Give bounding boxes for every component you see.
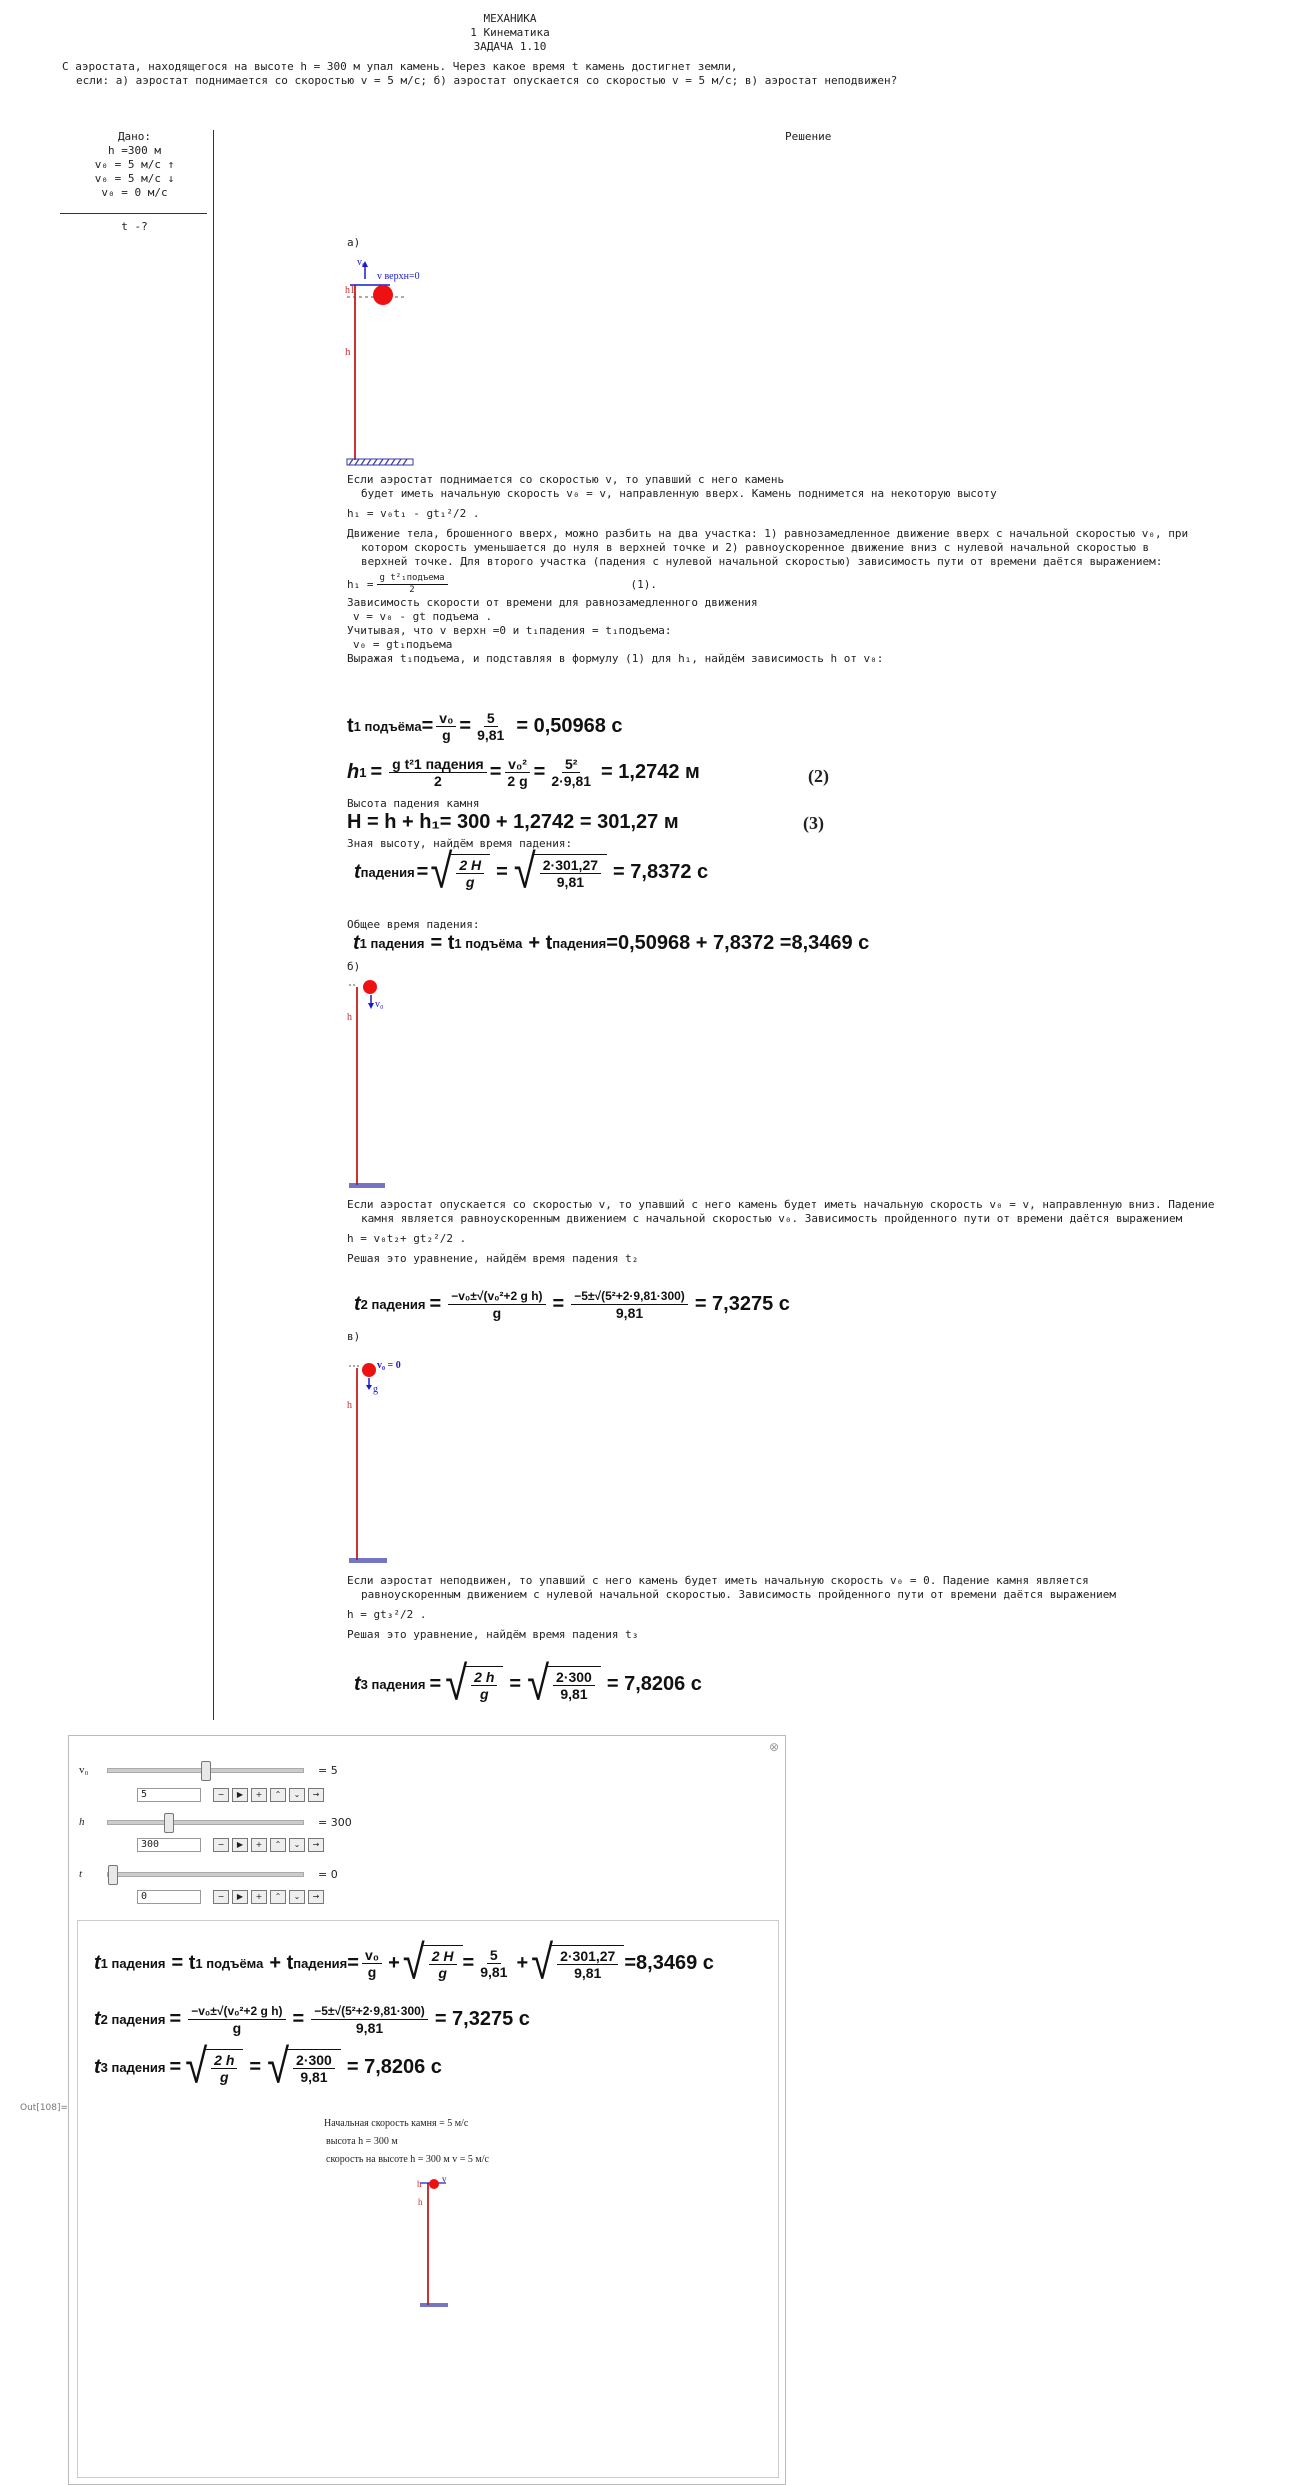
- part-a-label: а): [347, 236, 361, 249]
- output-formula-2: t 2 падения = $\frac{\text{−v₀±√(v₀²+2 g h)}}{g}$ = $\frac{\text{−5±√(5²+2·9,81·300)}}{9,81}$ = 7,3275 с: [94, 2004, 530, 2036]
- f-term: = t: [430, 932, 455, 954]
- info-line: скорость на высоте h = 300 м v = 5 м/с: [326, 2154, 489, 2165]
- slider-thumb[interactable]: [201, 1761, 211, 1781]
- f-sub: 3 падения: [360, 1676, 426, 1692]
- formula-t2: t 2 падения = $\frac{\text{−v₀±√(v₀²+2 g h)}}{g}$ = $\frac{\text{−5±√(5²+2·9,81·300)}}{9,81}$ = 7,3275 с: [354, 1289, 790, 1321]
- find-text: t -?: [121, 220, 148, 233]
- slider-label: h: [79, 1816, 85, 1828]
- numerator: 2 H: [456, 857, 484, 874]
- f-sub: падения: [552, 936, 607, 951]
- f-term: + t: [269, 1951, 294, 1974]
- text-line: Зависимость скорости от времени для равнозамедленного движения: [347, 596, 758, 609]
- output-info: [324, 2115, 489, 2169]
- solution-title: Решение: [785, 130, 832, 143]
- slider-value: = 5: [318, 1763, 338, 1777]
- given-line: v₀ = 5 м/с ↓: [94, 172, 175, 185]
- numerator: 5: [484, 710, 498, 727]
- f-sub: 1 подъёма: [195, 1955, 264, 1971]
- numerator: v₀²: [505, 756, 530, 773]
- info-line: Начальная скорость камня = 5 м/с: [324, 2118, 469, 2129]
- output-formula-3: t 3 падения = √ $\frac{2 h}{g}$ = √ $\frac{2\cdot 300}{9,81}$ = 7,8206 с: [94, 2040, 442, 2094]
- text-line: верхней точке. Для второго участка (падения с нулевой начальной скоростью) зависимость пути от времени даётся выражением:: [361, 555, 1163, 568]
- stone-icon: [363, 980, 377, 994]
- part-c-label: в): [347, 1330, 361, 1343]
- slider-label: t: [79, 1868, 83, 1880]
- formula-t-fall: t падения = √ $\frac{2 H}{g}$ = √ $\frac{2\cdot 301,27}{9,81}$ = 7,8372 с: [354, 845, 709, 899]
- equation-h1: h₁ = v₀t₁ - gt₁²/2 .: [347, 507, 480, 520]
- direction-button[interactable]: →: [308, 1838, 324, 1852]
- eq-lhs: h₁ =: [347, 577, 374, 591]
- numerator: v₀: [362, 1947, 382, 1964]
- f-result: = 7,3275 с: [434, 2008, 530, 2030]
- slider-thumb[interactable]: [108, 1865, 118, 1885]
- f-term: t: [94, 1951, 101, 1974]
- denominator: 9,81: [556, 874, 585, 890]
- eq-tag-3: (3): [803, 813, 824, 833]
- given-title: Дано:: [117, 130, 152, 143]
- g-label: g: [373, 1384, 378, 1395]
- v0-label: v₀: [375, 999, 384, 1010]
- numerator: g t²1 падения: [389, 756, 487, 773]
- diagram-part-a: [345, 255, 455, 470]
- f-result: = 7,8372 с: [613, 860, 709, 883]
- diagram-part-c: [345, 1348, 425, 1568]
- text-line: Если аэростат опускается со скоростью v, то упавший с него камень будет иметь начальную скорость v₀ = v, направленную вниз. Падение: [347, 1198, 1215, 1211]
- stone-icon: [362, 1363, 376, 1377]
- doc-title: МЕХАНИКА: [483, 12, 537, 25]
- text-line: камня является равноускоренным движением с начальной скоростью v₀. Зависимость пройденного пути от времени даётся выражением: [361, 1212, 1183, 1225]
- denominator: 9,81: [480, 1963, 508, 1980]
- f-term: t: [353, 932, 360, 954]
- text-line: Выражая t₁подъема, и подставляя в формулу (1) для h₁, найдём зависимость h от v₀:: [347, 652, 884, 665]
- f-result: = 7,3275 с: [694, 1293, 790, 1315]
- denominator: 9,81: [355, 2020, 384, 2036]
- denominator: g: [479, 1686, 489, 1702]
- doc-section: 1 Кинематика: [470, 26, 550, 39]
- stone-icon: [429, 2179, 439, 2189]
- f-term: t: [94, 2008, 101, 2030]
- output-formula-1: t 1 падения = t 1 подъёма + t падения = $\frac{\text{v₀}}{g}$ + √ $\frac{2 H}{g}$ = $\frac{5}{9,81}$ + √ $\frac{2\cdot 301,27}{9,81}$ =8,3469 с: [94, 1936, 714, 1990]
- text-line: Высота падения камня: [347, 797, 480, 810]
- f-lhs: t: [354, 860, 361, 883]
- text-line: Учитывая, что v верхн =0 и t₁падения = t₁подъема:: [347, 624, 672, 637]
- slider-value: = 0: [318, 1867, 338, 1881]
- h1-label: h: [417, 2179, 422, 2189]
- f-lhs: t: [354, 1672, 361, 1695]
- control-bar-t: [137, 1890, 324, 1904]
- numerator: 2 h: [471, 1669, 497, 1686]
- f-sub: 1 подъёма: [353, 719, 422, 734]
- slower-button[interactable]: ⌄: [289, 1838, 305, 1852]
- problem-line-2: если: а) аэростат поднимается со скоростью v = 5 м/с; б) аэростат опускается со скоростью v = 5 м/с; в) аэростат неподвижен?: [76, 74, 898, 87]
- slider-row-t: [79, 1864, 338, 1884]
- ground-icon: [420, 2303, 448, 2307]
- text-line: Общее время падения:: [347, 918, 480, 931]
- f-sub: падения: [360, 864, 415, 880]
- faster-button[interactable]: ⌃: [270, 1890, 286, 1904]
- denominator: g: [442, 727, 451, 743]
- value-input[interactable]: 300: [137, 1838, 201, 1852]
- part-b-text: [347, 1198, 1287, 1266]
- part-b-label: б): [347, 960, 361, 973]
- equation-v: v = v₀ - gt подъема .: [353, 610, 493, 623]
- f-term: = t: [171, 1951, 196, 1974]
- text-line: Решая это уравнение, найдём время падения t₂: [347, 1252, 639, 1265]
- step-forward-button[interactable]: +: [251, 1838, 267, 1852]
- f-lhs: t: [347, 715, 354, 737]
- part-a-text: [347, 473, 1277, 666]
- ground-icon: [349, 1183, 385, 1188]
- step-forward-button[interactable]: +: [251, 1890, 267, 1904]
- text-line: Зная высоту, найдём время падения:: [347, 837, 573, 850]
- h-label: h: [418, 2197, 423, 2207]
- f-sub: 1 подъёма: [454, 936, 523, 951]
- denominator: g: [438, 1965, 447, 1981]
- v0-label: v₀ = 0: [377, 1360, 401, 1371]
- text-line: котором скорость уменьшается до нуля в верхней точке и 2) равноускоренное движение вниз с нулевой начальной скоростью в: [361, 541, 1150, 554]
- equation: h = gt₃²/2 .: [347, 1608, 427, 1621]
- slider-value: = 300: [318, 1815, 352, 1829]
- step-back-button[interactable]: −: [213, 1890, 229, 1904]
- numerator: 2·300: [293, 2052, 335, 2069]
- f-result: = 7,8206 с: [346, 2055, 442, 2078]
- f-result: = 0,50968 с: [516, 715, 623, 737]
- equation-v0: v₀ = gt₁подъема: [353, 638, 453, 651]
- play-button[interactable]: ▶: [232, 1838, 248, 1852]
- given-divider: [60, 213, 207, 214]
- denominator: 9,81: [615, 1305, 644, 1321]
- direction-button[interactable]: →: [308, 1788, 324, 1802]
- h-label: h: [345, 346, 351, 358]
- denominator: 9,81: [477, 727, 505, 743]
- f-result: = 1,2742 м: [601, 761, 700, 783]
- given-line: h =300 м: [108, 144, 161, 157]
- eq-tag-2: (2): [808, 766, 829, 786]
- numerator: −v₀±√(v₀²+2 g h): [448, 1288, 545, 1305]
- formula-t3: t 3 падения = √ $\frac{2 h}{g}$ = √ $\frac{2\cdot 300}{9,81}$ = 7,8206 с: [354, 1657, 702, 1711]
- slider-row-v0: [79, 1760, 338, 1780]
- stone-icon: [373, 285, 393, 305]
- denominator: g: [219, 2069, 229, 2085]
- out-cell-label: Out[108]=: [20, 2103, 69, 2113]
- text-line: Если аэростат неподвижен, то упавший с него камень будет иметь начальную скорость v₀ = 0. Падение камня является: [347, 1574, 1089, 1587]
- slider-label: v₀: [79, 1764, 89, 1776]
- vtop-label: v верхн=0: [377, 271, 420, 282]
- text-line: Движение тела, брошенного вверх, можно разбить на два участка: 1) равнозамедленное движение вверх с начальной скоростью v₀, при: [347, 527, 1189, 540]
- f-result: = 7,8206 с: [606, 1672, 702, 1695]
- formula-total: [353, 932, 869, 955]
- value-input[interactable]: 0: [137, 1890, 201, 1904]
- step-forward-button[interactable]: +: [251, 1788, 267, 1802]
- f-term: t: [94, 2055, 101, 2078]
- f-sub: 2 падения: [100, 2012, 166, 2027]
- denominator: 2: [434, 773, 442, 789]
- eq-tag: (1).: [630, 577, 658, 591]
- numerator: 5: [487, 1947, 501, 1964]
- denominator: 2·9,81: [551, 773, 592, 789]
- f-sub: 1: [359, 765, 367, 780]
- control-bar-v0: [137, 1788, 324, 1802]
- slider-row-h: [79, 1812, 352, 1832]
- given-block: [62, 130, 207, 200]
- numerator: 2 h: [211, 2052, 237, 2069]
- v-label: v: [442, 2175, 447, 2184]
- numerator: −5±√(5²+2·9,81·300): [571, 1288, 688, 1305]
- problem-line-1: С аэростата, находящегося на высоте h = 300 м упал камень. Через какое время t камень достигнет земли,: [62, 60, 738, 73]
- f-term: + t: [528, 932, 553, 954]
- equation-1: [347, 573, 1277, 596]
- denominator: 2: [409, 585, 415, 595]
- numerator: 2·300: [553, 1669, 595, 1686]
- column-divider: [213, 130, 214, 1720]
- denominator: g: [232, 2020, 242, 2036]
- slower-button[interactable]: ⌄: [289, 1890, 305, 1904]
- slider-t[interactable]: [107, 1872, 304, 1877]
- numerator: 2·301,27: [557, 1948, 618, 1965]
- part-c-text: [347, 1574, 1287, 1642]
- f-result: =0,50968 + 7,8372 =8,3469 с: [606, 932, 870, 954]
- denominator: 9,81: [300, 2069, 328, 2085]
- numerator: g t²₁подъема: [377, 573, 448, 585]
- denominator: 2 g: [507, 773, 528, 789]
- direction-button[interactable]: →: [308, 1890, 324, 1904]
- formula-H: H = h + h₁= 300 + 1,2742 = 301,27 м: [347, 811, 679, 833]
- f-sub: 2 падения: [360, 1297, 426, 1312]
- denominator: g: [492, 1305, 502, 1321]
- faster-button[interactable]: ⌃: [270, 1838, 286, 1852]
- faster-button[interactable]: ⌃: [270, 1788, 286, 1802]
- slider-h[interactable]: [107, 1820, 304, 1825]
- text-line: Если аэростат поднимается со скоростью v, то упавший с него камень: [347, 473, 785, 486]
- h1-label: h1: [345, 285, 355, 296]
- given-line: v₀ = 0 м/с: [101, 186, 168, 199]
- numerator: −5±√(5²+2·9,81·300): [311, 2003, 428, 2020]
- denominator: g: [465, 874, 475, 890]
- step-back-button[interactable]: −: [213, 1838, 229, 1852]
- h-label: h: [347, 1400, 352, 1411]
- play-button[interactable]: ▶: [232, 1788, 248, 1802]
- f-result: =8,3469 с: [624, 1951, 714, 1974]
- denominator: 9,81: [560, 1686, 588, 1702]
- slider-thumb[interactable]: [164, 1813, 174, 1833]
- play-button[interactable]: ▶: [232, 1890, 248, 1904]
- denominator: 9,81: [574, 1965, 602, 1981]
- f-lhs: t: [354, 1293, 361, 1315]
- numerator: v₀: [436, 710, 456, 727]
- text-line: будет иметь начальную скорость v₀ = v, направленную вверх. Камень поднимется на некоторую высоту: [361, 487, 997, 500]
- eq-frac: [377, 573, 448, 596]
- equation: h = v₀t₂+ gt₂²/2 .: [347, 1232, 467, 1245]
- info-line: высота h = 300 м: [326, 2136, 398, 2147]
- f-sub: падения: [293, 1955, 348, 1971]
- numerator: 2 H: [429, 1948, 457, 1965]
- doc-task: ЗАДАЧА 1.10: [473, 40, 547, 53]
- v0-label: v₀: [357, 257, 366, 268]
- denominator: g: [367, 1963, 377, 1980]
- control-bar-h: [137, 1838, 324, 1852]
- f-sub: 1 падения: [100, 1955, 166, 1971]
- manipulate-output: [77, 1920, 779, 2478]
- step-back-button[interactable]: −: [213, 1788, 229, 1802]
- diagram-part-b: [345, 975, 415, 1195]
- slower-button[interactable]: ⌄: [289, 1788, 305, 1802]
- numerator: 5²: [562, 756, 580, 773]
- h-label: h: [347, 1012, 352, 1023]
- formula-t1-rise: t 1 подъёма = $\frac{\text{v₀}}{g}$ = $\frac{5}{9,81}$ = 0,50968 с: [347, 710, 623, 743]
- numerator: −v₀±√(v₀²+2 g h): [188, 2003, 285, 2020]
- numerator: 2·301,27: [540, 857, 601, 874]
- f-lhs: h: [347, 761, 360, 783]
- manipulate-panel: [68, 1735, 786, 2485]
- value-input[interactable]: 5: [137, 1788, 201, 1802]
- ground-icon: [349, 1558, 387, 1563]
- slider-v0[interactable]: [107, 1768, 304, 1773]
- formula-h1: h 1 = $\frac{\text{g t²1 падения}}{2}$ = $\frac{\text{v₀²}}{2 g}$ = $\frac{\text{5²}}{2\cdot 9,81}$ = 1,2742 м: [347, 756, 700, 789]
- output-diagram: [414, 2175, 474, 2315]
- text-line: Решая это уравнение, найдём время падения t₃: [347, 1628, 639, 1641]
- panel-options-icon[interactable]: ⊗: [768, 1740, 779, 1754]
- f-sub: 1 падения: [359, 936, 425, 951]
- given-line: v₀ = 5 м/с ↑: [94, 158, 175, 171]
- text-line: равноускоренным движением с нулевой начальной скоростью. Зависимость пройденного пути от времени даётся выражением: [361, 1588, 1116, 1601]
- f-sub: 3 падения: [100, 2059, 166, 2075]
